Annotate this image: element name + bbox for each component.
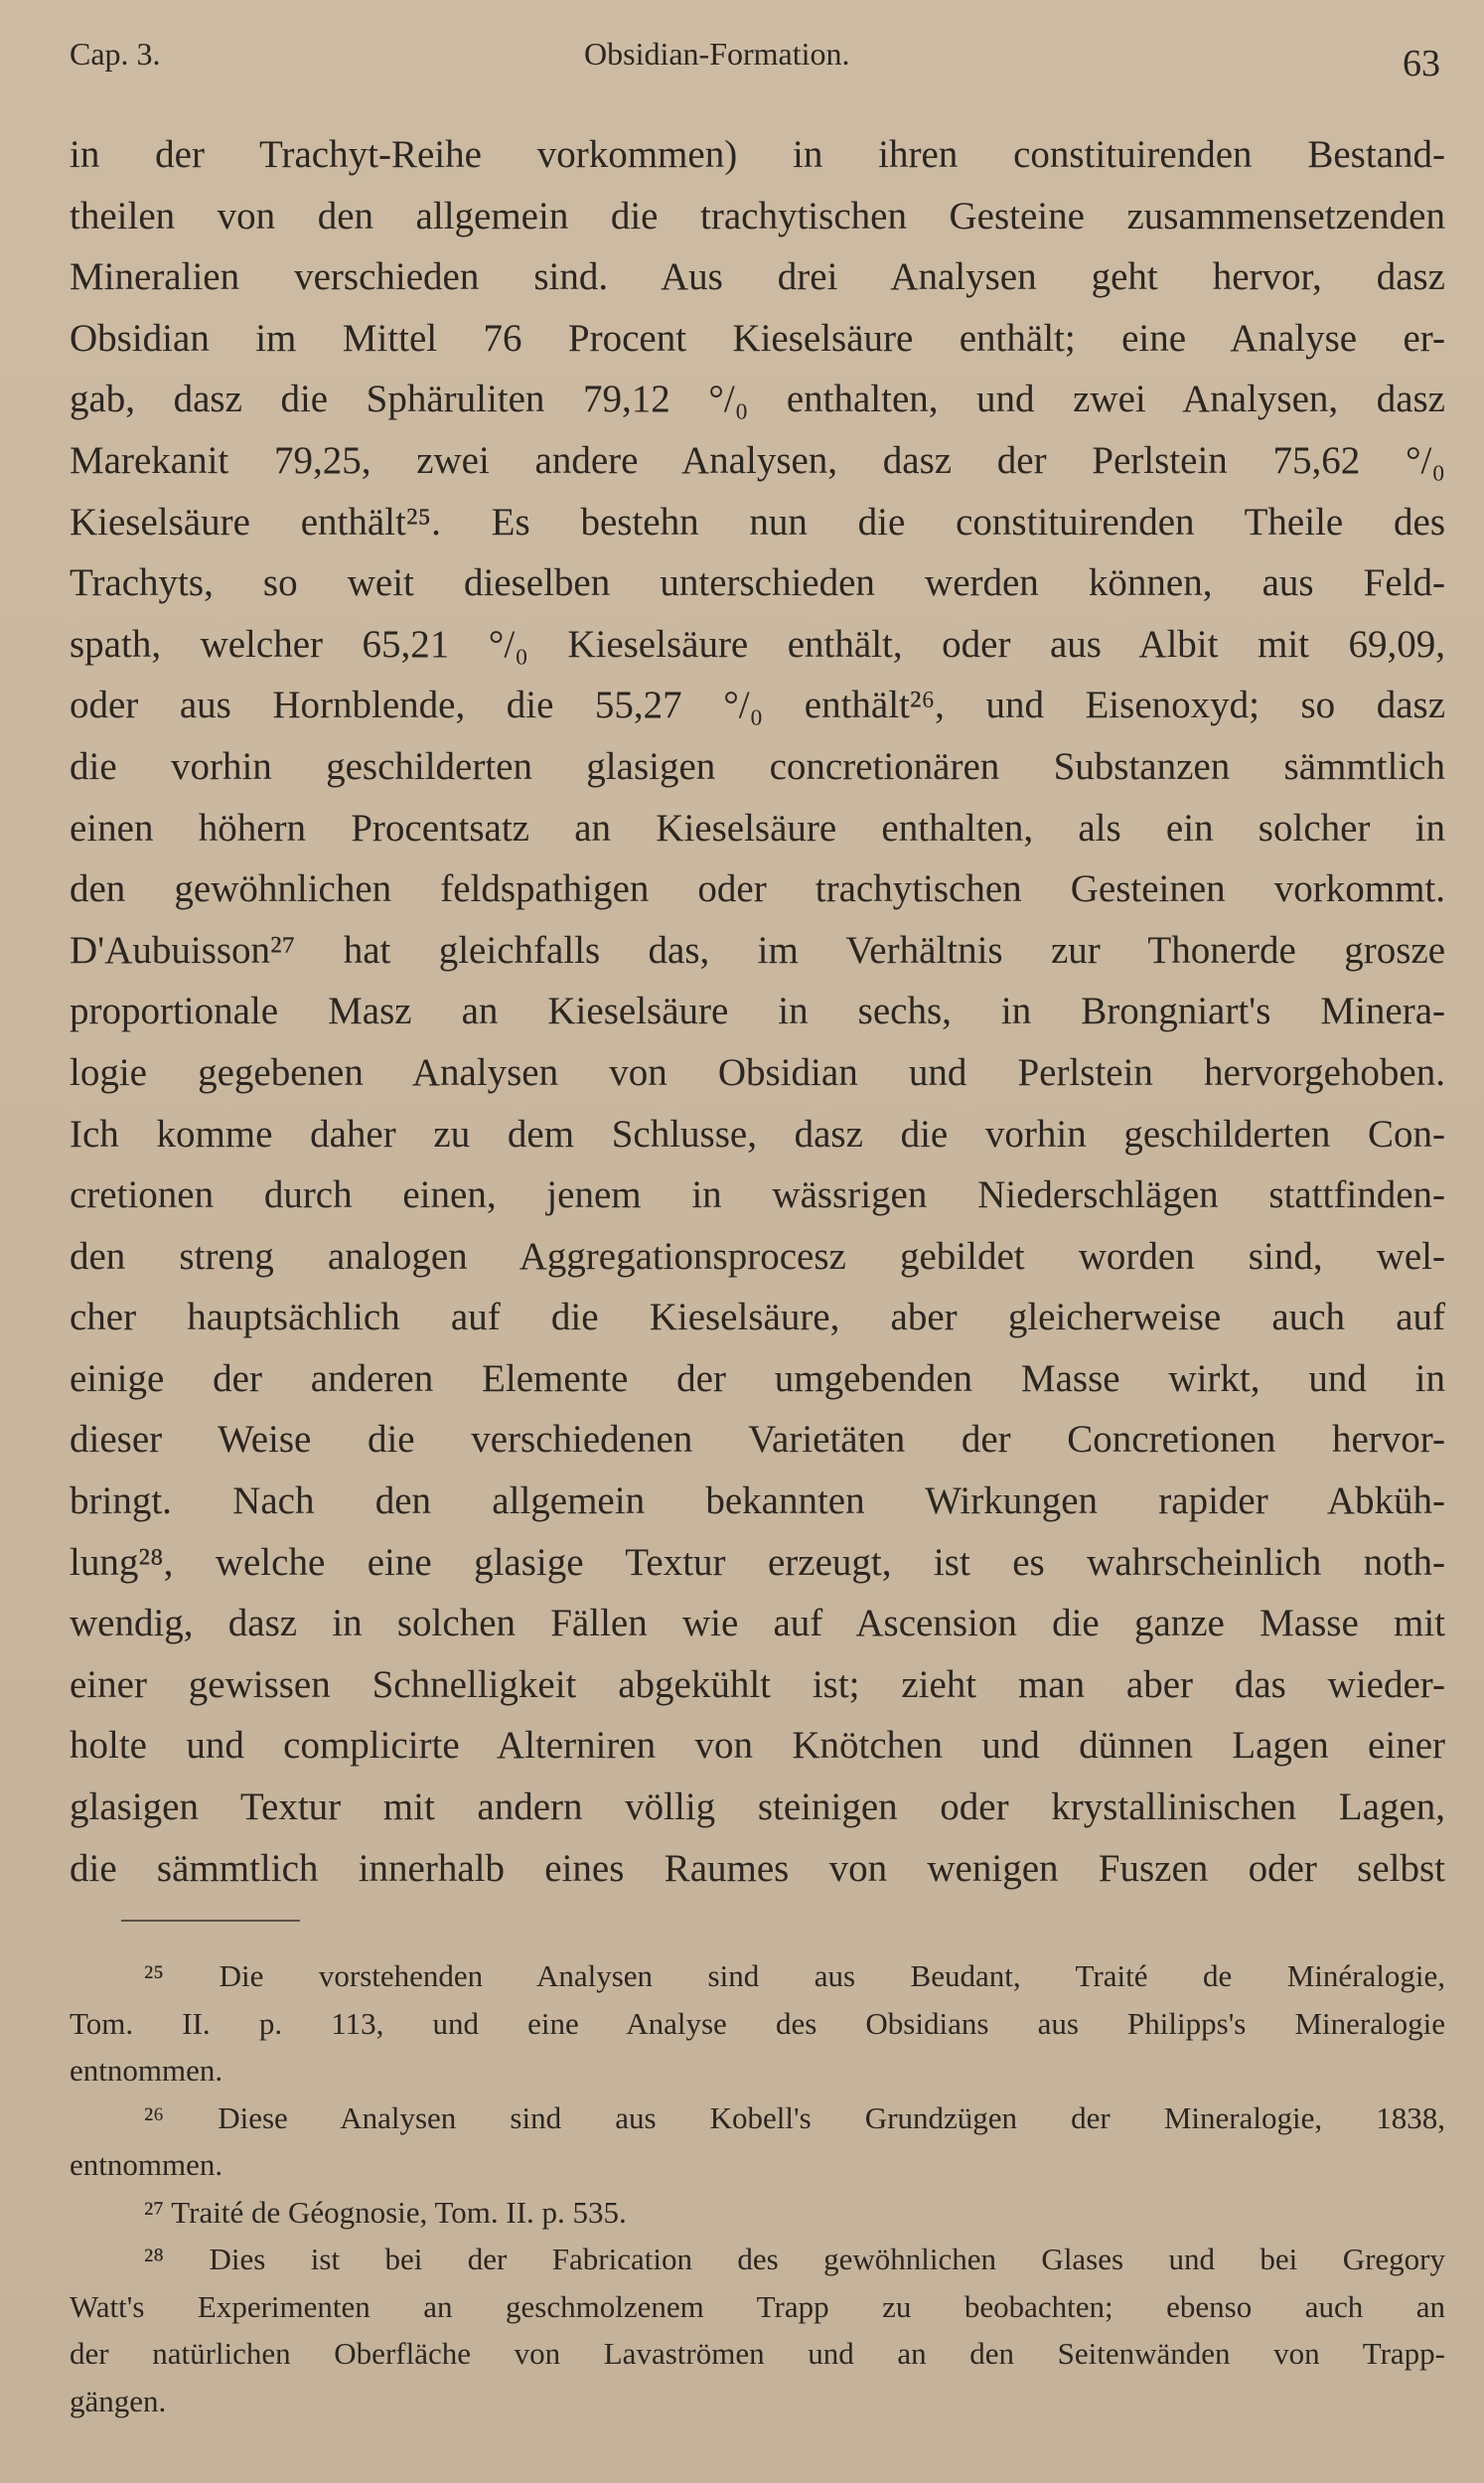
text-line: die vorhin geschilderten glasigen concretionären Substanzen sämmtlich [70, 744, 1445, 788]
footnote-line: ²⁷ Traité de Géognosie, Tom. II. p. 535. [144, 2194, 627, 2230]
footnote-line: entnommen. [70, 2053, 223, 2088]
footnotes [70, 1952, 1445, 2424]
footnote-line: gängen. [70, 2383, 167, 2418]
text-line: dieser Weise die verschiedenen Varietäten der Concretionen hervor- [70, 1418, 1445, 1462]
footnote-line: ²⁶ Diese Analysen sind aus Kobell's Grundzügen der Mineralogie, 1838, [144, 2099, 1445, 2135]
text-line: gab, dasz die Sphäruliten 79,12 °/₀ enthalten, und zwei Analysen, dasz [70, 378, 1445, 421]
text-line: glasigen Textur mit andern völlig steinigen oder krystallinischen Lagen, [70, 1785, 1445, 1829]
text-line: Mineralien verschieden sind. Aus drei Analysen geht hervor, dasz [70, 255, 1445, 299]
footnote-line: Tom. II. p. 113, und eine Analyse des Obsidians aus Philipps's Mineralogie [70, 2005, 1445, 2041]
text-line: die sämmtlich innerhalb eines Raumes von wenigen Fuszen oder selbst [70, 1846, 1445, 1890]
running-header [70, 30, 1440, 89]
text-line: oder aus Hornblende, die 55,27 °/₀ enthält²⁶, und Eisenoxyd; so dasz [70, 684, 1445, 727]
text-line: Trachyts, so weit dieselben unterschieden werden können, aus Feld- [70, 561, 1445, 605]
main-text [70, 124, 1445, 1899]
running-title: Obsidian-Formation. [584, 36, 850, 72]
text-line: cher hauptsächlich auf die Kieselsäure, aber gleicherweise auch auf [70, 1296, 1445, 1339]
footnote-line: ²⁸ Dies ist bei der Fabrication des gewöhnlichen Glases und bei Gregory [144, 2242, 1445, 2276]
text-line: in der Trachyt-Reihe vorkommen) in ihren constituirenden Bestand- [70, 133, 1445, 176]
footnote-divider [121, 1920, 300, 1922]
text-line: den gewöhnlichen feldspathigen oder trachytischen Gesteinen vorkommt. [70, 867, 1445, 911]
text-line: einer gewissen Schnelligkeit abgekühlt ist; zieht man aber das wieder- [70, 1662, 1445, 1706]
text-line: bringt. Nach den allgemein bekannten Wirkungen rapider Abküh- [70, 1479, 1445, 1523]
chapter-label: Cap. 3. [70, 36, 161, 72]
text-line: theilen von den allgemein die trachytischen Gesteine zusammensetzenden [70, 194, 1445, 237]
text-line: Obsidian im Mittel 76 Procent Kieselsäure enthält; eine Analyse er- [70, 316, 1445, 360]
text-line: spath, welcher 65,21 °/₀ Kieselsäure enthält, oder aus Albit mit 69,09, [70, 622, 1445, 666]
page-number: 63 [1403, 43, 1440, 84]
text-line: proportionale Masz an Kieselsäure in sechs, in Brongniart's Minera- [70, 990, 1445, 1033]
text-line: den streng analogen Aggregationsprocesz gebildet worden sind, wel- [70, 1234, 1445, 1278]
text-line: logie gegebenen Analysen von Obsidian und Perlstein hervorgehoben. [70, 1050, 1445, 1094]
text-line: einige der anderen Elemente der umgebenden Masse wirkt, und in [70, 1356, 1445, 1400]
text-line: D'Aubuisson²⁷ hat gleichfalls das, im Verhältnis zur Thonerde grosze [70, 928, 1445, 972]
text-line: Kieselsäure enthält²⁵. Es bestehn nun die constituirenden Theile des [70, 500, 1445, 543]
footnote-line: Watt's Experimenten an geschmolzenem Trapp zu beobachten; ebenso auch an [70, 2288, 1445, 2324]
text-line: lung²⁸, welche eine glasige Textur erzeugt, ist es wahrscheinlich noth- [70, 1540, 1445, 1584]
text-line: Marekanit 79,25, zwei andere Analysen, dasz der Perlstein 75,62 °/₀ [70, 438, 1445, 482]
footnote-line: der natürlichen Oberfläche von Lavaströmen und an den Seitenwänden von Trapp- [70, 2336, 1445, 2371]
footnote-line: ²⁵ Die vorstehenden Analysen sind aus Beudant, Traité de Minéralogie, [144, 1958, 1445, 1993]
text-line: wendig, dasz in solchen Fällen wie auf Ascension die ganze Masse mit [70, 1602, 1445, 1645]
footnote-line: entnommen. [70, 2147, 223, 2182]
text-line: Ich komme daher zu dem Schlusse, dasz die vorhin geschilderten Con- [70, 1112, 1445, 1156]
text-line: cretionen durch einen, jenem in wässrigen Niederschlägen stattfinden- [70, 1173, 1445, 1217]
text-line: einen höhern Procentsatz an Kieselsäure enthalten, als ein solcher in [70, 806, 1445, 850]
text-line: holte und complicirte Alterniren von Knötchen und dünnen Lagen einer [70, 1724, 1445, 1768]
